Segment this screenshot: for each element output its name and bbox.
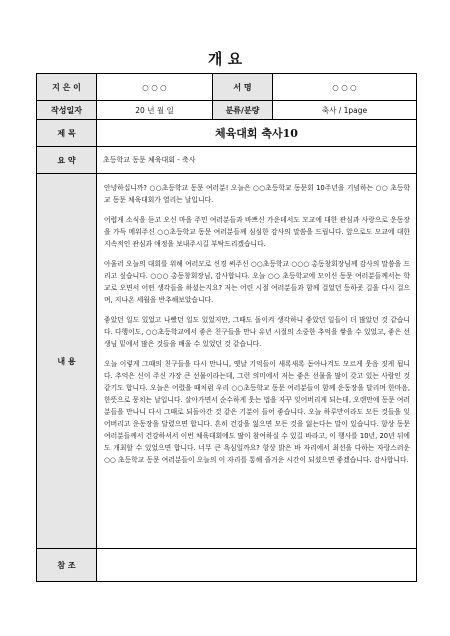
content-label: 내 용: [37, 174, 97, 549]
subject-label: 제 목: [37, 120, 97, 147]
content-paragraph: 좋았던 일도 있었고 나빴던 일도 있었지만, 그때도 돌이켜 생각하니 좋았던 일들이 더 많았던 것 같습니다. 다행이도, ○○초등학교에서 좋은 친구들을 만나 유년 시절의 소중한 추억을 쌓을 수 있었고, 좋은 선생님 밑에서 많은 것들을 배울 수 있었던 것 같습니다.: [104, 316, 410, 348]
content-paragraph: 오늘 이렇게 그때의 친구들을 다시 만나니, 옛날 기억들이 새록새록 돋아나겨도 모르게 웃음 짓게 됩니다. 추억은 신이 주신 가장 큰 선물이라는데, 그런 의미에서 저는 좋은 선물을 많이 갖고 있는 사람인 것 같기도 합니다. 오늘은 어렸을 때처럼 우리 ○○초등학교 동문 여러분들이 함께 운동장을 달리며 한마음, 한뜻으로 뭉치는 날입니다. 살아가면서 순수하게 웃는 법을 자꾸 잊어버리게 되는데, 오랜만에 동문 여러분들을 만나니 다시 그때로 되돌아간 것 같은 기분이 들어 좋습니다. 오늘 하루만이라도 모든 것들을 잊어버리고 운동장을 달렸으면 합니다. 흔히 건강을 잃으면 모든 것을 잃는다는 말이 있습니다. 항상 동문 여러분들께서 건강하셔서 이번 체육대회에도 많이 참여하실 수 있길 바라고, 이 행사를 10년, 20년 뒤에도 개최할 수 있었으면 합니다. 너무 큰 욕심일까요? 항상 밝은 바 자리에서 최선을 다하는 자랑스러운 ○○ 초등학교 동문 여러분들이 오늘의 이 자리를 통해 즐거운 시간이 되셨으면 좋겠습니다. 감사합니다.: [104, 360, 411, 464]
date-value: 20 년 월 일: [97, 101, 213, 120]
writer-row: [37, 74, 417, 101]
writer-value: ○ ○ ○: [97, 74, 213, 101]
summary-table: [36, 73, 417, 582]
writer-label: 지 은 이: [37, 74, 97, 101]
content-paragraph: 안녕하십니까? ○○초등학교 동문 여러분! 오늘은 ○○초등학교 동문회 10주년을 기념하는 ○○ 초등학교 동문 체육대회가 열리는 날입니다.: [104, 184, 410, 204]
book-label: 서 명: [213, 74, 273, 101]
date-label: 작성일자: [37, 101, 97, 120]
content-paragraph: 아울러 오늘의 대회를 위해 여러모로 신경 써주신 ○○초등학교 ○○○ 총동창회장님께 감사의 말씀을 드리고 싶습니다. ○○○ 총동창회장님, 감사합니다. 오늘 ○○ 초등학교에 모이신 동문 여러분들께서는 학교로 오면서 어떤 생각들을 하셨는지요? 저는 어린 시절 여러분들과 함께 걸었던 등하굣 길을 다시 걸으며, 지나온 세월을 반추해보았습니다.: [104, 260, 410, 304]
summary-row: [37, 147, 417, 174]
content-row: [37, 174, 417, 549]
content-paragraph: 어렵게 소식을 듣고 오신 마을 주민 여러분들과 바쁘신 가운데서도 모교에 대한 관심과 사랑으로 운동장을 가득 메워주신 ○○초등학교 동문 여러분들께 심심한 감사의 말씀을 드립니다. 앞으로도 모교에 대한 지속적인 관심과 애정을 보내주시길 부탁드리겠습니다.: [104, 216, 410, 248]
summary-value: 초등학교 동문 체육대회 - 축사: [97, 147, 417, 174]
category-label: 분류/분량: [213, 101, 273, 120]
reference-label: 참 조: [37, 549, 97, 582]
summary-label: 요 약: [37, 147, 97, 174]
subject-row: [37, 120, 417, 147]
reference-value: [97, 549, 417, 582]
category-value: 축사 / 1page: [273, 101, 417, 120]
content-body: [97, 174, 417, 549]
document-title: 개 요: [207, 50, 243, 68]
subject-value: 체육대회 축사10: [97, 120, 417, 147]
date-row: [37, 101, 417, 120]
book-value: ○ ○ ○: [273, 74, 417, 101]
reference-row: [37, 549, 417, 582]
